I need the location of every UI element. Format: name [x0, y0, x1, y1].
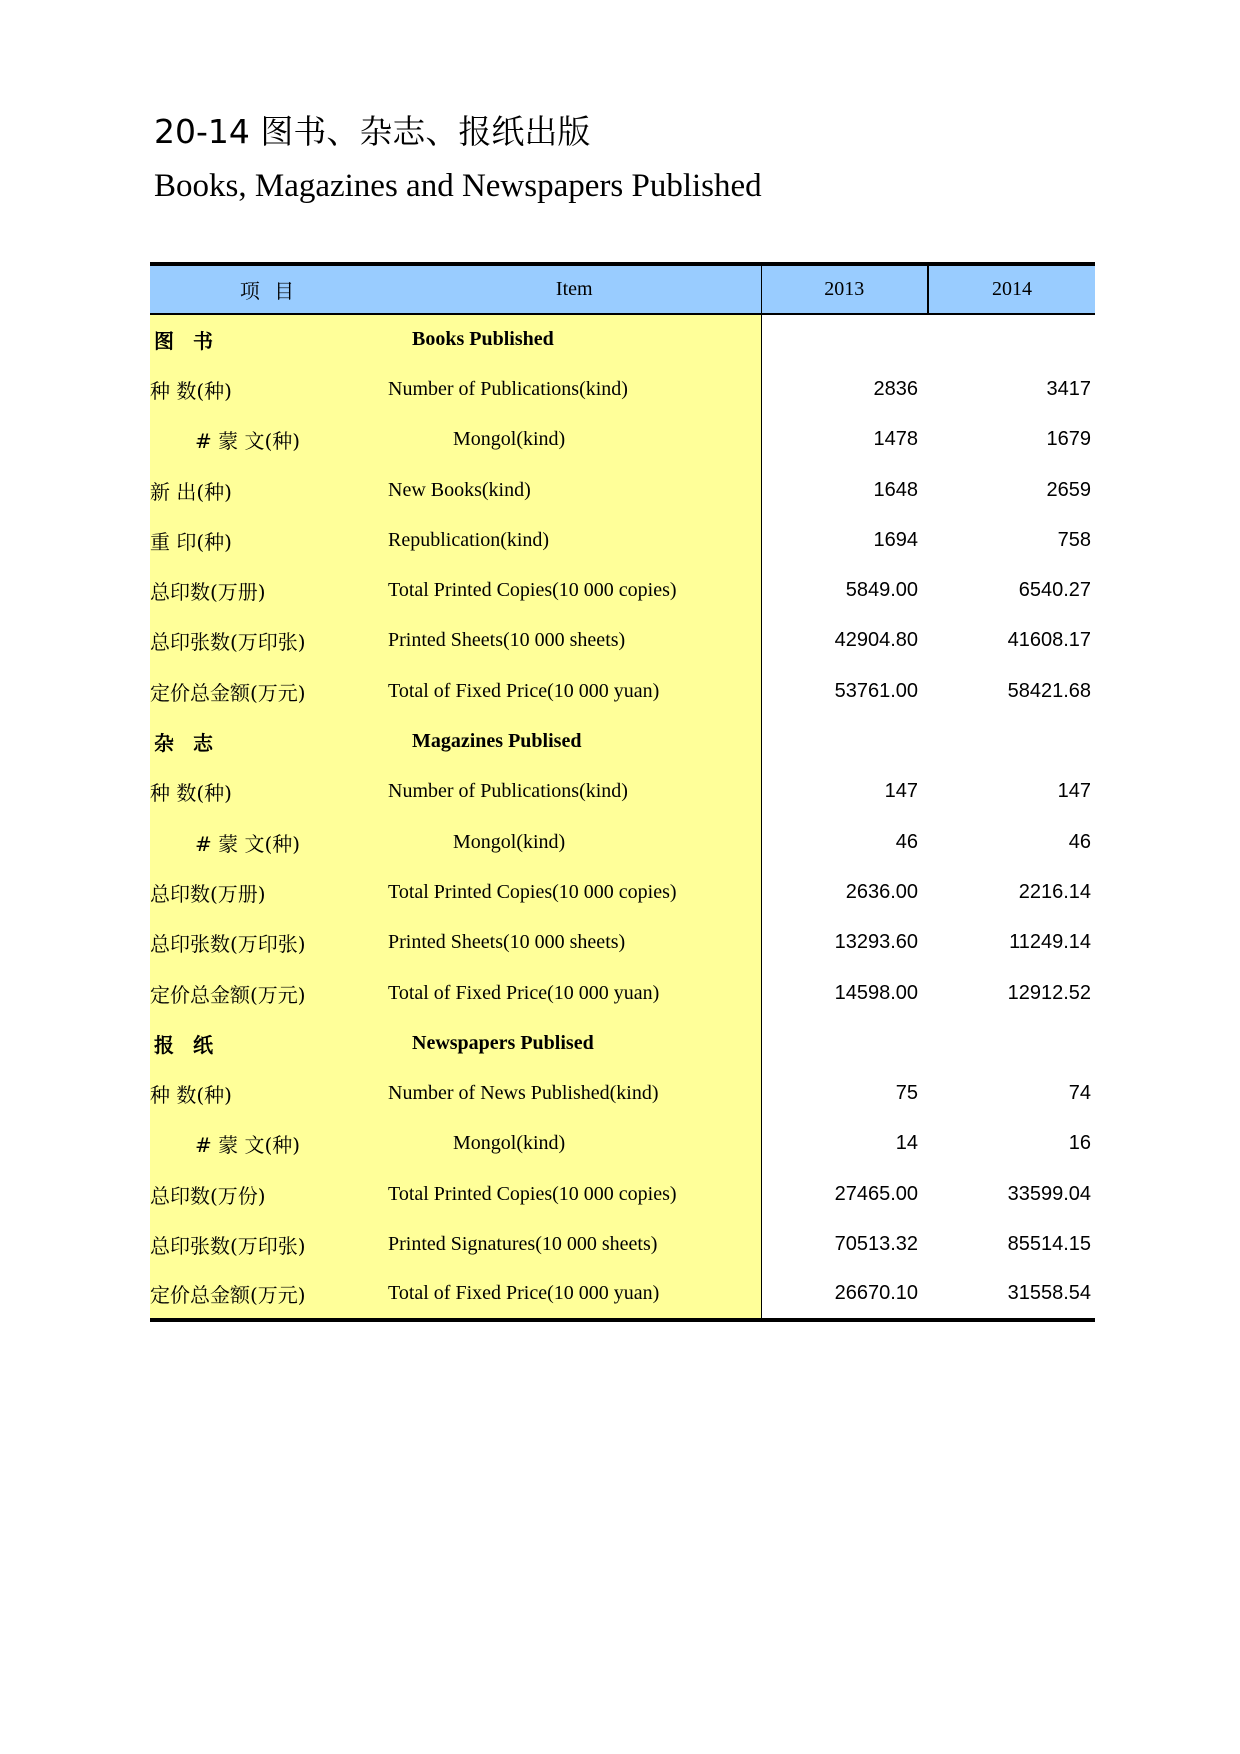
table-row	[150, 1169, 1095, 1219]
value-2014: 16	[1068, 1132, 1091, 1155]
page-title-chinese: 20-14 图书、杂志、报纸出版	[154, 112, 591, 151]
table-row	[150, 918, 1095, 968]
value-2013: 42904.80	[834, 629, 918, 652]
row-label-en: Books Published	[388, 314, 761, 364]
value-2013: 13293.60	[834, 931, 918, 954]
value-2014	[928, 716, 1095, 766]
value-2013	[761, 716, 928, 766]
value-2013: 70513.32	[834, 1232, 918, 1255]
table-row	[150, 1219, 1095, 1269]
value-2013: 1478	[873, 428, 918, 451]
table-row	[150, 666, 1095, 716]
table-header-row	[150, 264, 1095, 314]
row-label-en: Printed Sheets(10 000 sheets)	[388, 616, 761, 666]
table-row	[150, 968, 1095, 1018]
value-2013: 1648	[873, 478, 918, 501]
row-label-en: Magazines Publised	[388, 716, 761, 766]
value-2014: 41608.17	[1007, 629, 1091, 652]
row-label-en: Total of Fixed Price(10 000 yuan)	[388, 1270, 761, 1320]
value-2013	[761, 314, 928, 364]
value-2013: 46	[895, 830, 918, 853]
value-2013: 147	[884, 780, 918, 803]
table-row	[150, 515, 1095, 565]
value-2013: 75	[895, 1082, 918, 1105]
row-label-cn: # 蒙 文(种)	[150, 1119, 388, 1169]
value-2014: 12912.52	[1007, 981, 1091, 1004]
row-label-cn: 种 数(种)	[150, 767, 388, 817]
row-label-en: Number of Publications(kind)	[388, 767, 761, 817]
row-label-cn: 总印张数(万印张)	[150, 1219, 388, 1269]
table-row	[150, 465, 1095, 515]
publications-table	[150, 262, 1095, 1322]
value-2013: 1694	[873, 528, 918, 551]
table-row	[150, 565, 1095, 615]
value-2014: 58421.68	[1007, 679, 1091, 702]
value-2013: 14	[895, 1132, 918, 1155]
value-2014	[928, 1018, 1095, 1068]
value-2014: 758	[1057, 528, 1091, 551]
table-row	[150, 767, 1095, 817]
row-label-en: Newspapers Publised	[388, 1018, 761, 1068]
row-label-en: Number of Publications(kind)	[388, 364, 761, 414]
row-label-cn: # 蒙 文(种)	[150, 817, 388, 867]
row-label-cn: 图 书	[150, 314, 388, 364]
value-2013: 53761.00	[834, 679, 918, 702]
table-row	[150, 817, 1095, 867]
value-2014: 74	[1068, 1082, 1091, 1105]
row-label-en: Mongol(kind)	[388, 1119, 761, 1169]
row-label-en: Republication(kind)	[388, 515, 761, 565]
table-row	[150, 1119, 1095, 1169]
row-label-en: Number of News Published(kind)	[388, 1068, 761, 1118]
value-2014: 6540.27	[1018, 579, 1091, 602]
row-label-en: Total of Fixed Price(10 000 yuan)	[388, 968, 761, 1018]
row-label-en: Printed Signatures(10 000 sheets)	[388, 1219, 761, 1269]
header-item-en: Item	[388, 264, 761, 314]
row-label-cn: 总印张数(万印张)	[150, 918, 388, 968]
row-label-en: Printed Sheets(10 000 sheets)	[388, 918, 761, 968]
value-2013	[761, 1018, 928, 1068]
value-2014: 85514.15	[1007, 1232, 1091, 1255]
row-label-cn: 新 出(种)	[150, 465, 388, 515]
header-year-2013: 2013	[761, 264, 928, 314]
row-label-cn: 总印数(万册)	[150, 565, 388, 615]
row-label-cn: 种 数(种)	[150, 364, 388, 414]
value-2013: 2636.00	[845, 880, 918, 903]
value-2014: 2659	[1046, 478, 1091, 501]
value-2013: 27465.00	[834, 1182, 918, 1205]
row-label-cn: 总印张数(万印张)	[150, 616, 388, 666]
value-2014: 147	[1057, 780, 1091, 803]
row-label-cn: # 蒙 文(种)	[150, 415, 388, 465]
table-row	[150, 616, 1095, 666]
row-label-en: Total Printed Copies(10 000 copies)	[388, 1169, 761, 1219]
value-2013: 14598.00	[834, 981, 918, 1004]
value-2014	[928, 314, 1095, 364]
value-2014: 11249.14	[1009, 931, 1091, 954]
header-year-2014: 2014	[928, 264, 1095, 314]
row-label-cn: 重 印(种)	[150, 515, 388, 565]
row-label-cn: 杂 志	[150, 716, 388, 766]
row-label-cn: 种 数(种)	[150, 1068, 388, 1118]
row-label-en: Mongol(kind)	[388, 817, 761, 867]
page-title-english: Books, Magazines and Newspapers Published	[154, 168, 762, 204]
section-row-newspapers	[150, 1018, 1095, 1068]
value-2013: 26670.10	[761, 1270, 928, 1320]
row-label-cn: 总印数(万份)	[150, 1169, 388, 1219]
section-row-books	[150, 314, 1095, 364]
header-item-cn: 项 目	[150, 264, 388, 314]
row-label-en: Total of Fixed Price(10 000 yuan)	[388, 666, 761, 716]
row-label-cn: 定价总金额(万元)	[150, 1270, 388, 1320]
table-row	[150, 415, 1095, 465]
row-label-cn: 定价总金额(万元)	[150, 666, 388, 716]
row-label-en: Total Printed Copies(10 000 copies)	[388, 867, 761, 917]
value-2014: 2216.14	[1018, 880, 1091, 903]
row-label-cn: 定价总金额(万元)	[150, 968, 388, 1018]
row-label-en: Mongol(kind)	[388, 415, 761, 465]
row-label-en: New Books(kind)	[388, 465, 761, 515]
value-2014: 46	[1068, 830, 1091, 853]
value-2013: 2836	[873, 377, 918, 400]
value-2014: 3417	[1046, 377, 1091, 400]
value-2014: 31558.54	[928, 1270, 1095, 1320]
row-label-en: Total Printed Copies(10 000 copies)	[388, 565, 761, 615]
value-2014: 33599.04	[1007, 1182, 1091, 1205]
row-label-cn: 总印数(万册)	[150, 867, 388, 917]
value-2013: 5849.00	[845, 579, 918, 602]
row-label-cn: 报 纸	[150, 1018, 388, 1068]
value-2014: 1679	[1046, 428, 1091, 451]
table-row	[150, 1270, 1095, 1320]
table-row	[150, 1068, 1095, 1118]
table-row	[150, 364, 1095, 414]
section-row-magazines	[150, 716, 1095, 766]
table-row	[150, 867, 1095, 917]
